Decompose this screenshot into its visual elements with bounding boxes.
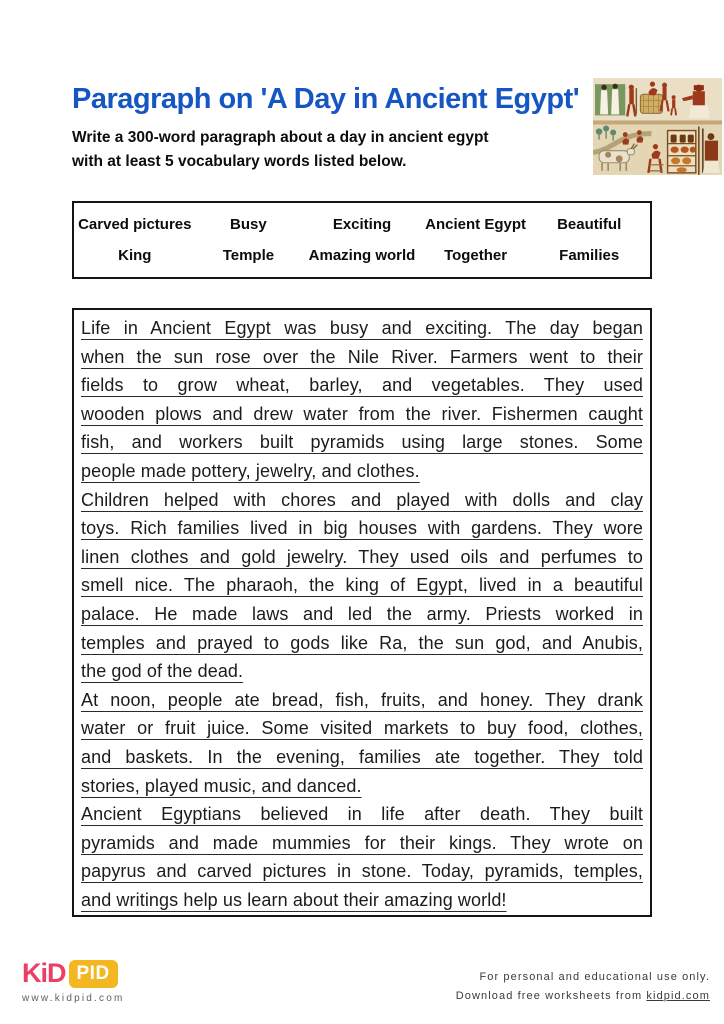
essay-line: temples and prayed to gods like Ra, the sun god, and Anubis,	[81, 632, 643, 653]
essay-line: and writings help us learn about their amazing world!	[81, 889, 507, 910]
vocab-word: Ancient Egypt	[425, 216, 527, 233]
essay-line: Life in Ancient Egypt was busy and exciting. The day began	[81, 318, 643, 338]
essay-line: wooden plows and drew water from the river. Fishermen caught	[81, 403, 643, 424]
essay-line: and baskets. In the evening, families ate together. They told	[81, 746, 643, 767]
vocab-word: King	[118, 247, 152, 264]
vocabulary-box	[72, 201, 652, 279]
vocab-word: Temple	[222, 247, 275, 264]
instructions	[72, 126, 542, 174]
essay-line: water or fruit juice. Some visited markets to buy food, clothes,	[81, 718, 643, 739]
page-title: Paragraph on 'A Day in Ancient Egypt'	[72, 83, 580, 115]
logo-pid-badge: PID	[69, 960, 118, 988]
essay-line: stories, played music, and danced.	[81, 775, 362, 796]
vocab-word: Families	[559, 247, 620, 264]
vocab-word: Together	[444, 247, 508, 264]
essay-line: pyramids and made mummies for their kings. They wrote on	[81, 832, 643, 853]
usage-note-line-1: For personal and educational use only.	[479, 971, 710, 983]
usage-note	[456, 968, 710, 1007]
essay-box	[72, 308, 652, 917]
essay-line: palace. He made laws and led the army. Priests worked in	[81, 603, 643, 624]
vocab-word: Busy	[230, 216, 267, 233]
vocab-word: Carved pictures	[78, 216, 192, 233]
essay-line: Children helped with chores and played with dolls and clay	[81, 489, 643, 510]
egyptian-painting-image	[593, 78, 722, 175]
essay-line: fish, and workers built pyramids using large stones. Some	[81, 432, 643, 453]
logo-website-url: www.kidpid.com	[22, 993, 125, 1004]
kidpid-logo	[22, 958, 125, 1004]
instructions-line-2: with at least 5 vocabulary words listed below.	[72, 153, 407, 171]
essay-line: the god of the dead.	[81, 661, 244, 682]
logo-kid-text: KiD	[22, 958, 66, 988]
instructions-line-1: Write a 300-word paragraph about a day in ancient egypt	[72, 129, 489, 146]
essay-line: fields to grow wheat, barley, and vegetables. They used	[81, 375, 643, 396]
essay-line: smell nice. The pharaoh, the king of Egypt, lived in a beautiful	[81, 575, 643, 596]
essay-line: papyrus and carved pictures in stone. Today, pyramids, temples,	[81, 861, 643, 882]
usage-note-line-2	[456, 987, 710, 1006]
essay-line: linen clothes and gold jewelry. They used oils and perfumes to	[81, 546, 643, 567]
essay-line: Ancient Egyptians believed in life after death. They built	[81, 804, 643, 825]
usage-note-line-2-prefix: Download free worksheets from	[455, 990, 647, 1003]
vocab-word: Exciting	[332, 216, 392, 233]
essay-lines	[81, 314, 643, 914]
kidpid-link[interactable]: kidpid.com	[646, 990, 710, 1003]
vocab-word: Amazing world	[308, 247, 416, 264]
essay-line: people made pottery, jewelry, and clothes.	[81, 460, 420, 481]
essay-line: At noon, people ate bread, fish, fruits, and honey. They drank	[81, 689, 643, 710]
essay-line: when the sun rose over the Nile River. Farmers went to their	[81, 346, 643, 367]
essay-line: toys. Rich families lived in big houses with gardens. They wore	[81, 518, 643, 539]
vocab-word: Beautiful	[557, 216, 622, 233]
